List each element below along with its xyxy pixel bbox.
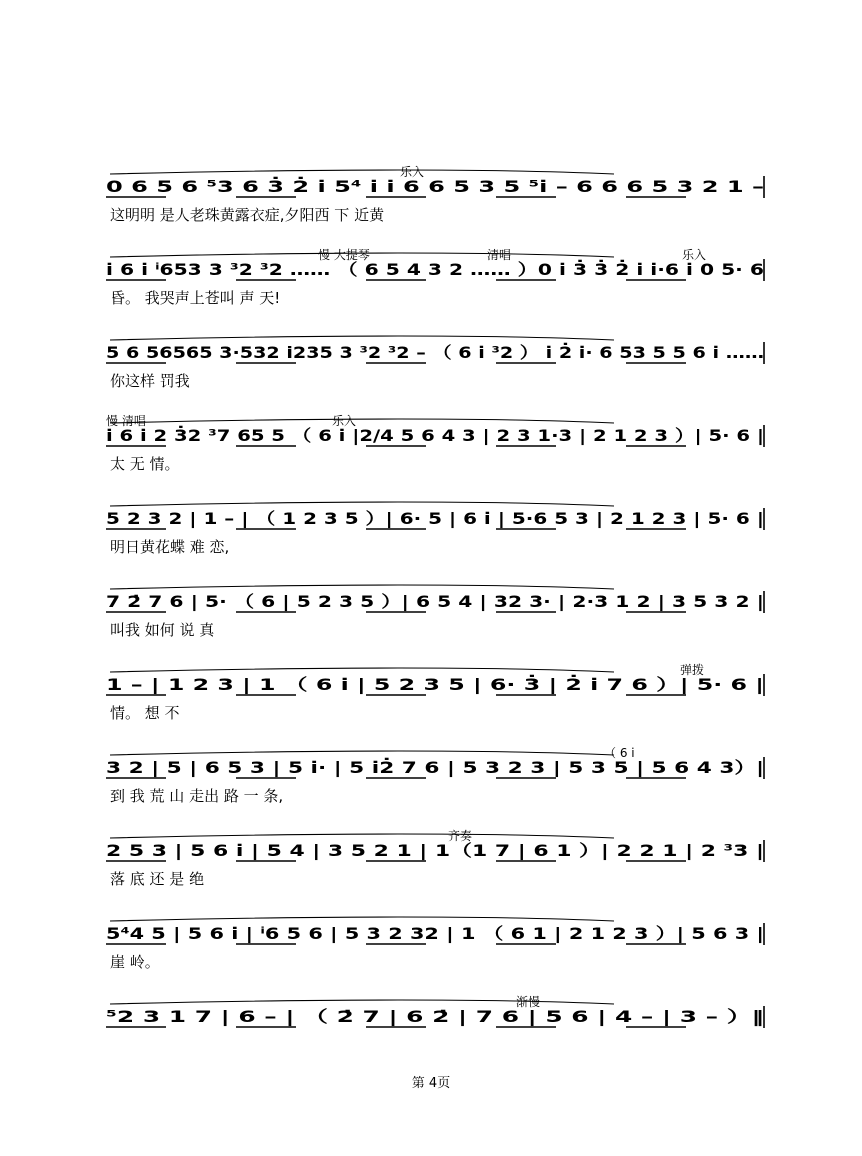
score-system [106, 336, 764, 390]
score-system [106, 662, 764, 722]
slur-arc [110, 668, 614, 672]
lyrics-line: 崖 岭。 [110, 953, 160, 971]
score-system [106, 994, 764, 1028]
notation-line: 5⁴4 5 | 5 6 i̇ | ⁱ6 5 6 | 5 3 2 32 | 1 （ 6 1 | 2 1 2 3 ）| 5 6 3 | [106, 924, 613, 943]
lyrics-line: 明日黄花蝶 难 恋, [110, 538, 230, 556]
score-system [106, 829, 764, 888]
score-system [106, 165, 764, 224]
notation-line: 1 – | 1 2 3 | 1 （ 6 i̇ | 5 2 3 5 | 6· 3̇ | 2̇ i̇ 7 6 ）| 5· 6 | [106, 675, 550, 694]
slur-arc [110, 419, 614, 423]
page-number: 第 4页 [411, 1076, 451, 1091]
lyrics-line: 到 我 荒 山 走出 路 一 条, [110, 787, 284, 805]
lyrics-line: 这明明 是人老珠黄露衣症,夕阳西 下 近黄 [110, 206, 385, 224]
slur-arc [110, 834, 614, 838]
lyrics-line: 情。 想 不 [110, 704, 180, 722]
notation-line: 3 2 | 5 | 6 5 3 | 5 i̇· | 5 i̇2̇ 7 6 | 5 3 2 3 | 5 3 5 | 5 6 4 3）| [106, 758, 593, 777]
lyrics-line: 落 底 还 是 绝 [110, 870, 205, 888]
notation-line: 7 2̇ 7 6 | 5· （ 6 | 5 2 3 5 ）| 6 5 4 | 32 3· | 2·3 1 2 | 3 5 3 2 | [106, 592, 626, 611]
notation-line: 2 5 3 | 5 6 i̇ | 5 4 | 3 5 2 1 | 1（1 7 | 6 1 ）| 2 2 1 | 2 ³3 | [106, 841, 588, 860]
performance-marking: 慢 清唱 [106, 414, 146, 428]
notation-line: i̇ 6 i̇ ⁱ653 3 ³2 ³2 …… （ 6 5 4 3 2 …… ）0 i̇ 3̇ 3̇ 2̇ i̇ i̇·6 i̇ 0 5· 6 [106, 260, 764, 279]
performance-marking: 乐入 [682, 248, 707, 262]
slur-arc [110, 336, 614, 340]
slur-arc [110, 170, 614, 174]
slur-arc [110, 751, 614, 755]
notation-line: 0 6 5 6 ⁵3 6 3̇ 2̇ i̇ 5⁴ i̇ i̇ 6 6 5 3 5 ⁵i̇ – 6 6 6 5 3 2 1 – [106, 177, 764, 196]
score-system [106, 585, 764, 639]
performance-marking: 乐入 [332, 414, 357, 428]
score-system [106, 746, 764, 805]
slur-arc [110, 502, 614, 506]
performance-marking: （ 6 i̇ [604, 746, 635, 760]
lyrics-line: 叫我 如何 说 真 [110, 621, 215, 639]
performance-marking: 渐慢 [516, 995, 541, 1009]
performance-marking: 慢 大提琴 [318, 248, 370, 262]
score-system [106, 917, 764, 971]
notation-line: 5 2 3 2 | 1 – | （ 1 2 3 5 ）| 6· 5 | 6 i̇ | 5·6 5 3 | 2 1 2 3 | 5· 6 | [106, 509, 635, 528]
slur-arc [110, 917, 614, 921]
performance-marking: 清唱 [487, 248, 512, 262]
score-system [106, 247, 764, 307]
lyrics-line: 太 无 情。 [110, 455, 180, 473]
notation-line: i̇ 6 i̇ 2 3̇2 ³7 65 5 （ 6 i̇ |2/4 5 6 4 3 | 2 3 1·3 | 2 1 2 3 ）| 5· 6 | [106, 426, 643, 445]
performance-marking: 弹拨 [680, 663, 705, 677]
lyrics-line: 昏。 我哭声上苍叫 声 天! [110, 289, 281, 307]
notation-line: ⁵2 3 1 7 | 6 – | （ 2̇ 7 | 6 2̇ | 7 6 | 5 6 | 4 – | 3 – ）‖ [106, 1007, 530, 1026]
performance-marking: 乐入 [400, 165, 425, 179]
performance-marking: 齐奏 [448, 829, 473, 843]
notation-line: 5 6 56565 3·532 i235 3 ³2 ³2 – （ 6 i̇ ³2 ） i̇ 2̇ i̇· 6 53 5 5 6 i̇ …… [106, 343, 764, 362]
score-system [106, 502, 764, 556]
lyrics-line: 你这样 罚我 [110, 372, 190, 390]
slur-arc [110, 585, 614, 589]
score-system [106, 413, 764, 473]
